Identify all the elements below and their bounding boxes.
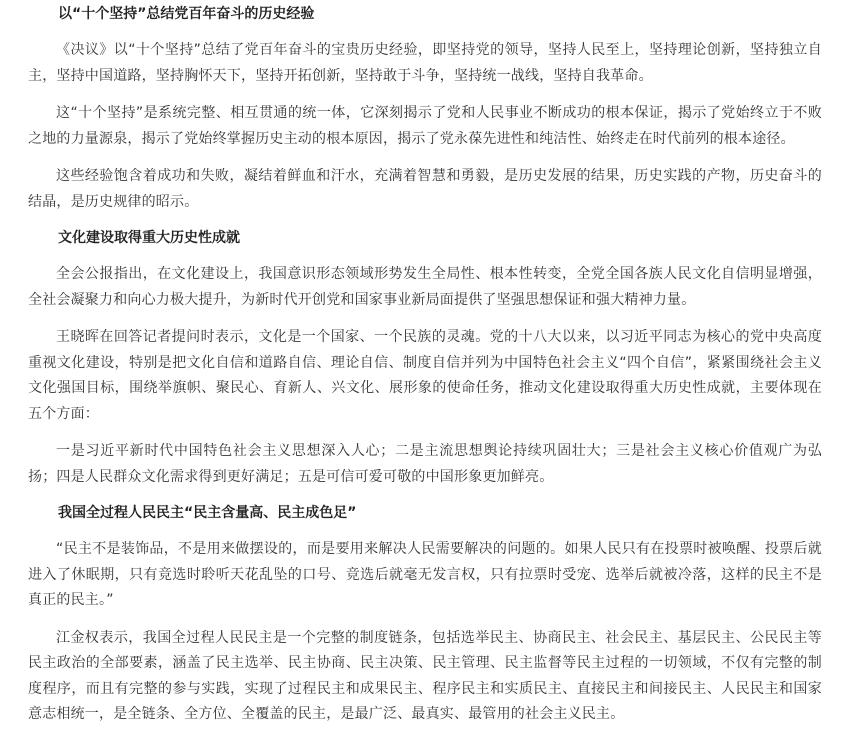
paragraph: 这些经验饱含着成功和失败，凝结着鲜血和汗水，充满着智慧和勇毅，是历史发展的结果，历史实践的产物，历史奋斗的结晶，是历史规律的昭示。 <box>28 168 822 210</box>
paragraph: 一是习近平新时代中国特色社会主义思想深入人心；二是主流思想舆论持续巩固壮大；三是社会主义核心价值观广为弘扬；四是人民群众文化需求得到更好满足；五是可信可爱可敬的中国形象更加鲜亮。 <box>28 443 822 485</box>
paragraph: “民主不是装饰品，不是用来做摆设的，而是要用来解决人民需要解决的问题的。如果人民只有在投票时被唤醒、投票后就进入了休眠期，只有竞选时聆听天花乱坠的口号、竞选后就毫无发言权，只有拉票时受宠、选举后就被冷落，这样的民主不是真正的民主。” <box>28 541 822 608</box>
paragraph: 这“十个坚持”是系统完整、相互贯通的统一体，它深刻揭示了党和人民事业不断成功的根本保证，揭示了党始终立于不败之地的力量源泉，揭示了党始终掌握历史主动的根本原因，揭示了党永葆先进性和纯洁性、始终走在时代前列的根本途径。 <box>28 105 822 147</box>
paragraph: 王晓晖在回答记者提问时表示，文化是一个国家、一个民族的灵魂。党的十八大以来，以习近平同志为核心的党中央高度重视文化建设，特别是把文化自信和道路自信、理论自信、制度自信并列为中国特色社会主义“四个自信”，紧紧围绕社会主义文化强国目标，围绕举旗帜、聚民心、育新人、兴文化、展形象的使命任务，推动文化建设取得重大历史性成就，主要体现在五个方面： <box>28 329 822 422</box>
section-heading-democracy: 我国全过程人民民主“民主含量高、民主成色足” <box>58 505 357 521</box>
section-heading-culture: 文化建设取得重大历史性成就 <box>58 230 240 246</box>
article-body <box>0 2 846 728</box>
section-heading-history-experience: 以“十个坚持”总结党百年奋斗的历史经验 <box>58 6 315 22</box>
paragraph: 江金权表示，我国全过程人民民主是一个完整的制度链条，包括选举民主、协商民主、社会民主、基层民主、公民民主等民主政治的全部要素，涵盖了民主选举、民主协商、民主决策、民主管理、民主监督等民主过程的一切领域，不仅有完整的制度程序，而且有完整的参与实践，实现了过程民主和成果民主、程序民主和实质民主、直接民主和间接民主、人民民主和国家意志相统一，是全链条、全方位、全覆盖的民主，是最广泛、最真实、最管用的社会主义民主。 <box>28 629 822 722</box>
paragraph: 全会公报指出，在文化建设上，我国意识形态领域形势发生全局性、根本性转变，全党全国各族人民文化自信明显增强，全社会凝聚力和向心力极大提升，为新时代开创党和国家事业新局面提供了坚强思想保证和强大精神力量。 <box>28 266 822 308</box>
paragraph: 《决议》以“十个坚持”总结了党百年奋斗的宝贵历史经验，即坚持党的领导，坚持人民至上，坚持理论创新，坚持独立自主，坚持中国道路，坚持胸怀天下，坚持开拓创新，坚持敢于斗争，坚持统一战线，坚持自我革命。 <box>28 42 822 84</box>
